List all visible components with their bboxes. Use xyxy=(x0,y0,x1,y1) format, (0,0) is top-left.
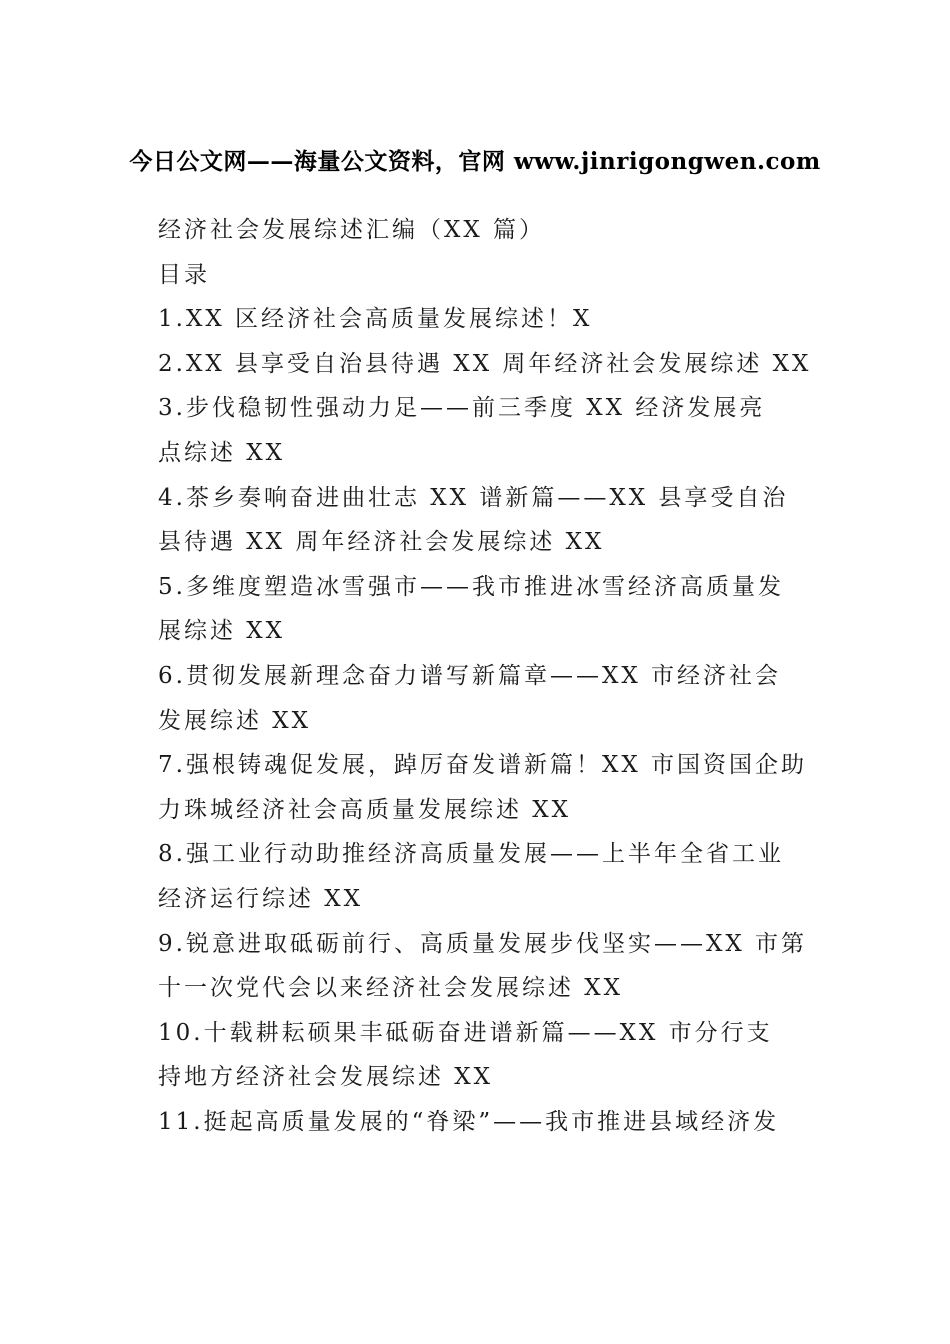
toc-line: 持地方经济社会发展综述 XX xyxy=(158,1064,494,1091)
toc-line: 4.茶乡奏响奋进曲壮志 XX 谱新篇——XX 县享受自治 xyxy=(158,484,789,511)
site-banner: 今日公文网——海量公文资料，官网 www.jinrigongwen.com xyxy=(129,148,821,175)
toc-line: 县待遇 XX 周年经济社会发展综述 XX xyxy=(158,529,605,556)
document-title: 经济社会发展综述汇编（XX 篇） xyxy=(158,217,546,243)
toc-line: 1.XX 区经济社会高质量发展综述！X xyxy=(158,306,593,333)
toc-line: 经济运行综述 XX xyxy=(158,885,364,912)
toc-line: 力珠城经济社会高质量发展综述 XX xyxy=(158,796,572,823)
toc-line: 展综述 XX xyxy=(158,618,286,645)
toc-line: 2.XX 县享受自治县待遇 XX 周年经济社会发展综述 XX xyxy=(158,350,812,377)
toc-line: 10.十载耕耘硕果丰砥砺奋进谱新篇——XX 市分行支 xyxy=(158,1019,773,1046)
document-body xyxy=(158,208,812,1144)
toc-line: 7.强根铸魂促发展，踔厉奋发谱新篇！XX 市国资国企助 xyxy=(158,752,808,779)
toc-line: 8.强工业行动助推经济高质量发展——上半年全省工业 xyxy=(158,841,784,868)
toc-line: 9.锐意进取砥砺前行、高质量发展步伐坚实——XX 市第 xyxy=(158,930,808,957)
toc-line: 点综述 XX xyxy=(158,439,286,466)
toc-line: 十一次党代会以来经济社会发展综述 XX xyxy=(158,975,624,1002)
toc-line: 5.多维度塑造冰雪强市——我市推进冰雪经济高质量发 xyxy=(158,573,784,600)
toc-heading: 目录 xyxy=(158,261,210,288)
toc-line: 6.贯彻发展新理念奋力谱写新篇章——XX 市经济社会 xyxy=(158,662,782,689)
toc-line: 发展综述 XX xyxy=(158,707,312,734)
toc-line: 11.挺起高质量发展的“脊梁”——我市推进县域经济发 xyxy=(158,1108,780,1135)
toc-line: 3.步伐稳韧性强动力足——前三季度 XX 经济发展亮 xyxy=(158,395,766,422)
